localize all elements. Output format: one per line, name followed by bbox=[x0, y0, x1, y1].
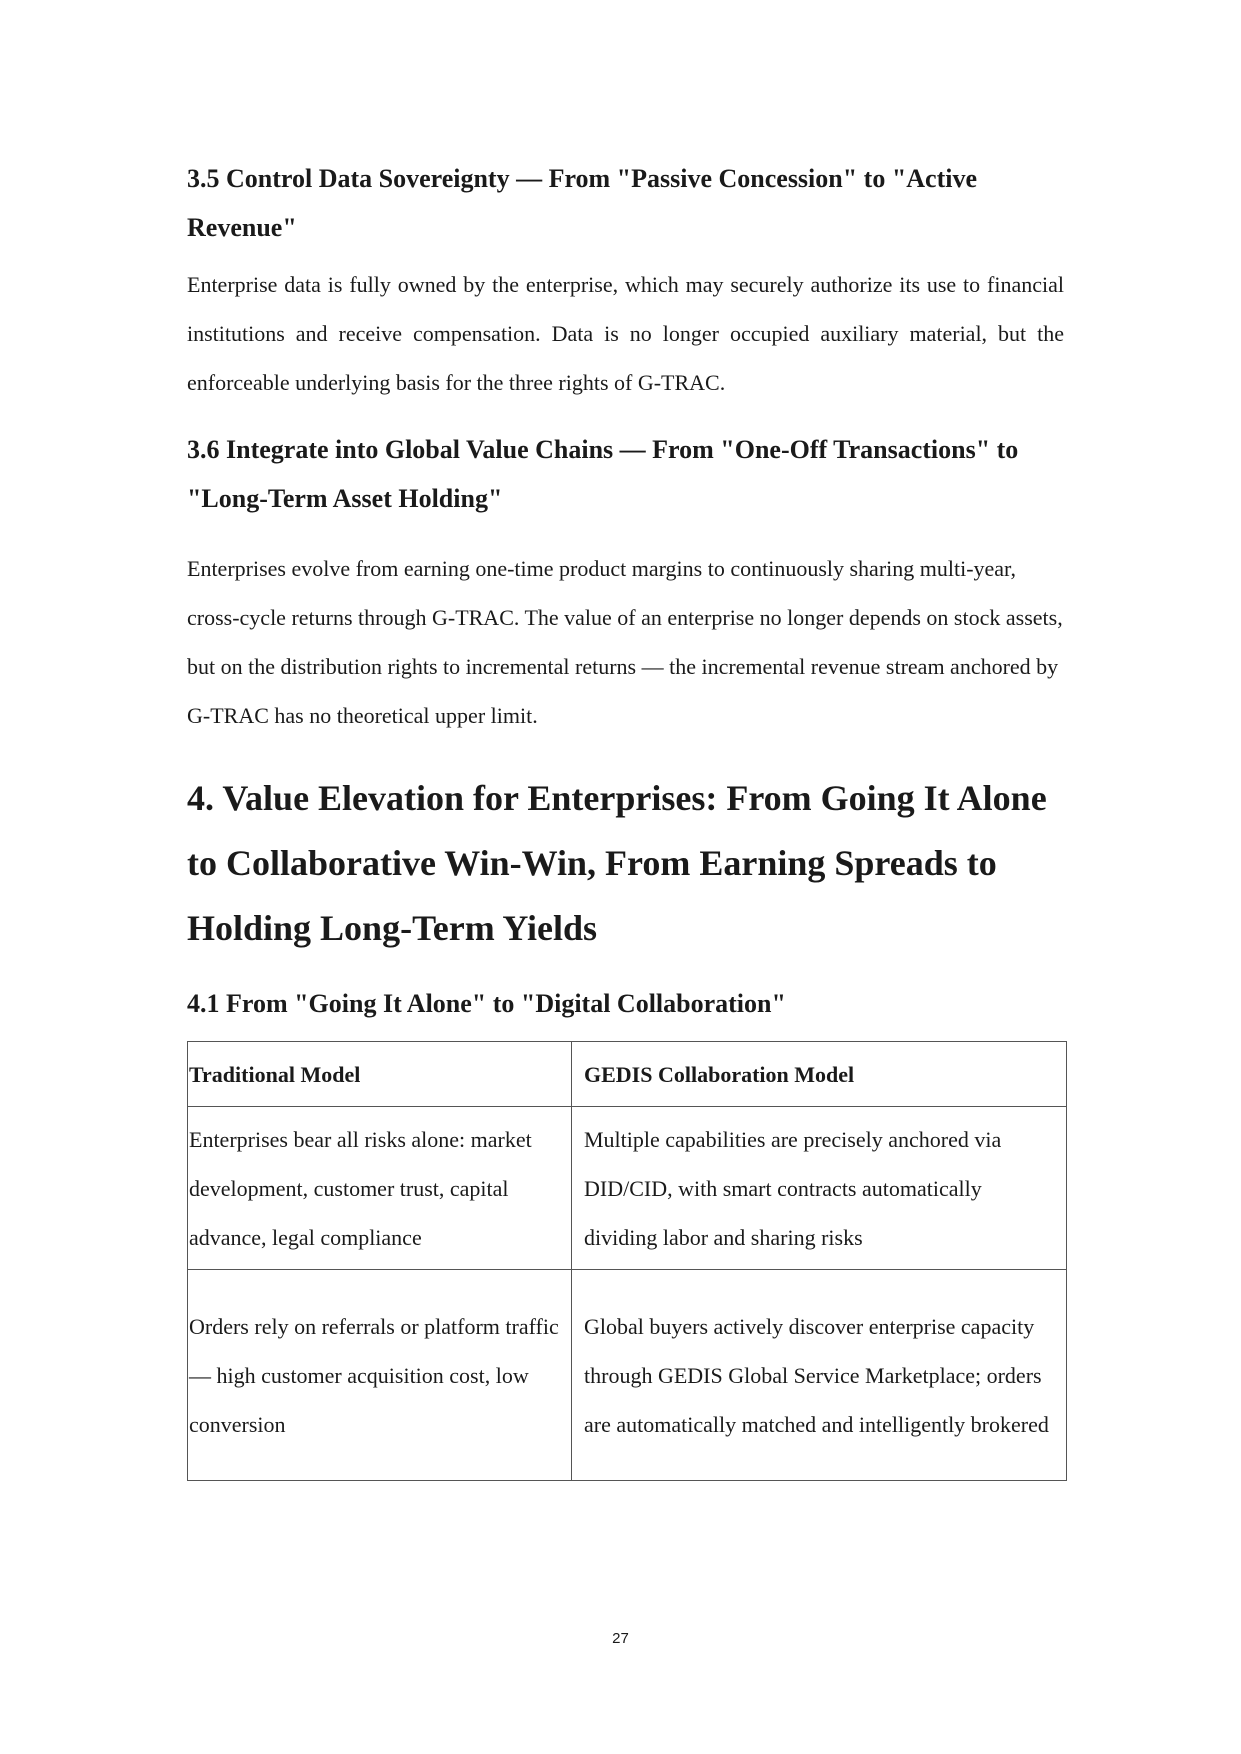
document-page bbox=[187, 150, 1064, 1481]
chapter-4-heading: 4. Value Elevation for Enterprises: From Going It Alone to Collaborative Win-Win, From Earning Spreads to Holding Long-Term Yields bbox=[187, 778, 1047, 948]
table-cell: Multiple capabilities are precisely anchored via DID/CID, with smart contracts automatically dividing labor and sharing risks bbox=[572, 1107, 1067, 1270]
comparison-table bbox=[187, 1041, 1067, 1481]
section-3-6-paragraph: Enterprises evolve from earning one-time product margins to continuously sharing multi-year, cross-cycle returns through G-TRAC. The value of an enterprise no longer depends on stock assets, but on the distribution rights to incremental returns — the incremental revenue stream anchored by G-TRAC has no theoretical upper limit. bbox=[187, 556, 1063, 728]
table-row bbox=[188, 1107, 1067, 1270]
section-4-1-heading: 4.1 From "Going It Alone" to "Digital Collaboration" bbox=[187, 989, 786, 1018]
section-3-6-heading: 3.6 Integrate into Global Value Chains — From "One-Off Transactions" to "Long-Term Asset Holding" bbox=[187, 435, 1019, 513]
table-cell: Orders rely on referrals or platform traffic — high customer acquisition cost, low conversion bbox=[188, 1270, 572, 1481]
page-number: 27 bbox=[612, 1630, 629, 1647]
table-header-cell: Traditional Model bbox=[188, 1042, 572, 1107]
table-header-cell: GEDIS Collaboration Model bbox=[572, 1042, 1067, 1107]
table-header-row bbox=[188, 1042, 1067, 1107]
table-cell: Enterprises bear all risks alone: market development, customer trust, capital advance, legal compliance bbox=[188, 1107, 572, 1270]
section-3-5-heading: 3.5 Control Data Sovereignty — From "Passive Concession" to "Active Revenue" bbox=[187, 164, 978, 242]
section-3-5-paragraph: Enterprise data is fully owned by the enterprise, which may securely authorize its use to financial institutions and receive compensation. Data is no longer occupied auxiliary material, but the enforceable underlying basis for the three rights of G-TRAC. bbox=[187, 272, 1064, 395]
table-row bbox=[188, 1270, 1067, 1481]
table-cell: Global buyers actively discover enterprise capacity through GEDIS Global Service Marketplace; orders are automatically matched and intelligently brokered bbox=[572, 1270, 1067, 1481]
